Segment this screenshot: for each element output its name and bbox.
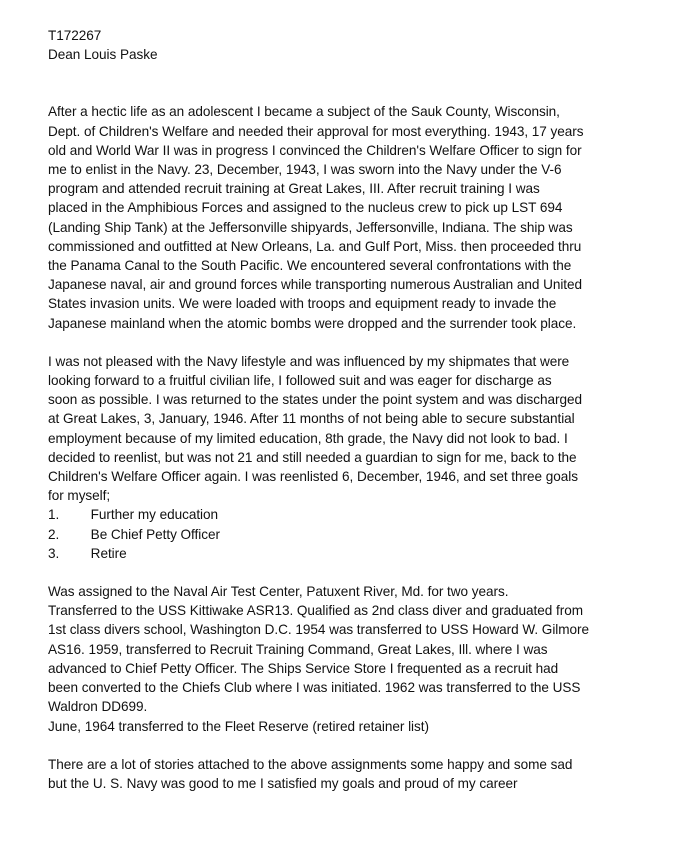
text-line: commissioned and outfitted at New Orleans, La. and Gulf Port, Miss. then proceeded thru (48, 237, 582, 254)
text-line: at Great Lakes, 3, January, 1946. After 11 months of not being able to secure substantial (48, 410, 575, 427)
list-number: 3. (48, 544, 60, 561)
list-text: Be Chief Petty Officer (90, 525, 220, 542)
text-line: decided to reenlist, but was not 21 and still needed a guardian to sign for me, back to the (48, 448, 577, 465)
paragraph-enlistment (48, 102, 665, 332)
text-line: placed in the Amphibious Forces and assigned to the nucleus crew to pick up LST 694 (48, 199, 563, 216)
list-item (48, 544, 665, 563)
author-name: Dean Louis Paske (48, 46, 158, 63)
text-line: Children's Welfare Officer again. I was reenlisted 6, December, 1946, and set three goals (48, 468, 578, 485)
goals-list (48, 505, 665, 563)
text-line: Japanese naval, air and ground forces while transporting numerous Australian and United (48, 276, 583, 293)
document-page (1, 0, 680, 845)
text-line: Was assigned to the Naval Air Test Center, Patuxent River, Md. for two years. (48, 583, 509, 600)
text-line: (Landing Ship Tank) at the Jeffersonville shipyards, Jeffersonville, Indiana. The ship was (48, 218, 573, 235)
text-line: but the U. S. Navy was good to me I satisfied my goals and proud of my career (48, 774, 518, 791)
text-line: States invasion units. We were loaded with troops and equipment ready to invade the (48, 295, 557, 312)
document-id: T172267 (48, 27, 102, 43)
text-line: the Panama Canal to the South Pacific. We encountered several confrontations with the (48, 257, 572, 274)
list-number: 1. (48, 506, 60, 523)
text-line: old and World War II was in progress I convinced the Children's Welfare Officer to sign for (48, 141, 582, 158)
text-line: Japanese mainland when the atomic bombs were dropped and the surrender took place. (48, 314, 577, 331)
paragraph-closing (48, 755, 665, 793)
list-text: Further my education (90, 506, 219, 523)
paragraph-reenlistment (48, 352, 665, 506)
text-line: Dept. of Children's Welfare and needed their approval for most everything. 1943, 17 years (48, 122, 584, 139)
text-line: AS16. 1959, transferred to Recruit Training Command, Great Lakes, Ill. where I was (48, 640, 548, 657)
text-line: advanced to Chief Petty Officer. The Ships Service Store I frequented as a recruit had (48, 659, 559, 676)
list-number: 2. (48, 525, 60, 542)
text-line: soon as possible. I was returned to the states under the point system and was discharged (48, 391, 582, 408)
text-line: After a hectic life as an adolescent I became a subject of the Sauk County, Wisconsin, (48, 103, 560, 120)
text-line: I was not pleased with the Navy lifestyle and was influenced by my shipmates that were (48, 352, 570, 369)
text-line: employment because of my limited education, 8th grade, the Navy did not look to bad. I (48, 429, 568, 446)
text-line: been converted to the Chiefs Club where I was initiated. 1962 was transferred to the USS (48, 679, 581, 696)
paragraph-assignments (48, 582, 665, 736)
list-item (48, 525, 665, 544)
list-text: Retire (90, 544, 127, 561)
text-line: 1st class divers school, Washington D.C. 1954 was transferred to USS Howard W. Gilmore (48, 621, 590, 638)
text-line: Transferred to the USS Kittiwake ASR13. Qualified as 2nd class diver and graduated from (48, 602, 583, 619)
text-line: looking forward to a fruitful civilian life, I followed suit and was eager for discharge as (48, 372, 552, 389)
text-line: me to enlist in the Navy. 23, December, 1943, I was sworn into the Navy under the V-6 (48, 161, 562, 178)
text-line: There are a lot of stories attached to the above assignments some happy and some sad (48, 755, 573, 772)
text-line: for myself; (48, 487, 111, 504)
text-line: June, 1964 transferred to the Fleet Reserve (retired retainer list) (48, 717, 429, 734)
list-item (48, 505, 665, 524)
text-line: program and attended recruit training at Great Lakes, III. After recruit training I was (48, 180, 540, 197)
text-line: Waldron DD699. (48, 698, 148, 715)
